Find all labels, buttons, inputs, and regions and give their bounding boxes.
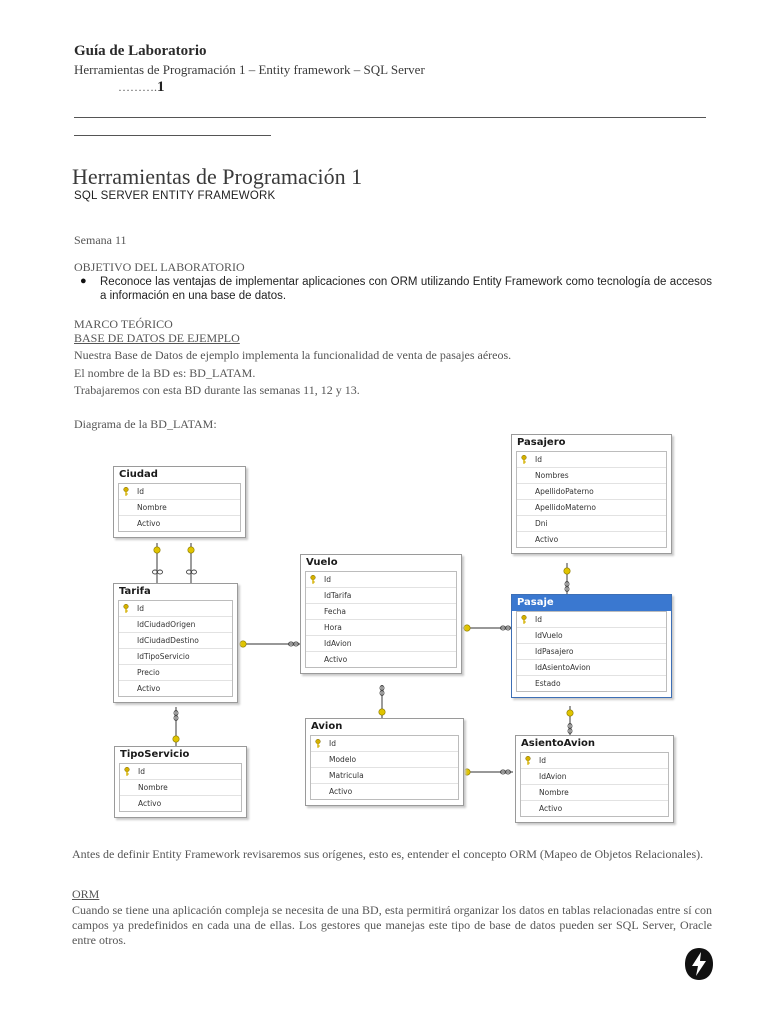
guide-subtitle: Herramientas de Programación 1 – Entity framework – SQL Server — [74, 62, 425, 77]
table-column-row[interactable] — [119, 500, 240, 516]
table-column-row[interactable] — [119, 649, 232, 665]
column-name: Id — [329, 739, 336, 748]
column-name: ApellidoMaterno — [535, 503, 597, 512]
orm-title: ORM — [72, 887, 100, 901]
table-column-row[interactable] — [311, 784, 458, 799]
table-avion[interactable] — [305, 718, 464, 806]
objective-bullet: Reconoce las ventajas de implementar aplicaciones con ORM utilizando Entity Framework como tecnología de accesos a información en una base de datos. — [100, 276, 712, 302]
column-name: Nombre — [138, 783, 168, 792]
table-column-row[interactable] — [119, 484, 240, 500]
key-endpoint-icon — [464, 769, 470, 775]
key-endpoint-icon — [464, 625, 470, 631]
table-pasaje[interactable] — [511, 594, 672, 698]
primary-key-icon — [310, 575, 316, 584]
primary-key-icon — [315, 739, 321, 748]
column-name: IdAvion — [324, 639, 352, 648]
base-paragraph-1: Nuestra Base de Datos de ejemplo implementa la funcionalidad de venta de pasajes aéreos. — [74, 348, 512, 362]
page-title: Herramientas de Programación 1 — [72, 164, 363, 189]
table-tarifa[interactable] — [113, 583, 238, 703]
primary-key-icon — [521, 455, 527, 464]
table-columns — [118, 483, 241, 532]
table-column-row[interactable] — [521, 785, 668, 801]
marco-title: MARCO TEÓRICO — [74, 317, 173, 331]
key-endpoint-icon — [564, 568, 570, 574]
table-columns — [119, 763, 242, 812]
orm-paragraph: Cuando se tiene una aplicación compleja se necesita de una BD, esta permitirá organizar los datos en tablas relacionadas entre sí con campos ya predefinidos en cada una de ellas. Los gestores que manejas este tipo de base de datos pueden ser SQL Server, Oracle entre otros. — [72, 903, 712, 947]
week-label: Semana 11 — [74, 233, 127, 247]
after-diagram-paragraph: Antes de definir Entity Framework revisaremos sus orígenes, esto es, entender el concepto ORM (Mapeo de Objetos Relacionales). — [72, 847, 704, 861]
column-name: Modelo — [329, 755, 357, 764]
column-name: Activo — [324, 655, 348, 664]
column-name: Id — [138, 767, 145, 776]
key-endpoint-icon — [379, 709, 385, 715]
table-column-row[interactable] — [517, 676, 666, 691]
table-columns — [520, 752, 669, 817]
table-ciudad[interactable] — [113, 466, 246, 538]
column-name: IdAvion — [539, 772, 567, 781]
column-name: Activo — [539, 804, 563, 813]
column-name: IdCiudadDestino — [137, 636, 199, 645]
table-title: Ciudad — [119, 469, 158, 480]
guide-dots: ………. — [118, 80, 157, 94]
table-column-row[interactable] — [517, 468, 666, 484]
column-name: Activo — [138, 799, 162, 808]
primary-key-icon — [124, 767, 130, 776]
key-endpoint-icon — [188, 547, 194, 553]
table-column-row[interactable] — [306, 604, 456, 620]
guide-title: Guía de Laboratorio — [74, 43, 207, 59]
table-columns — [516, 611, 667, 692]
table-column-row[interactable] — [306, 636, 456, 652]
scribd-logo-icon — [683, 947, 715, 981]
column-name: Estado — [535, 679, 561, 688]
column-name: Id — [137, 604, 144, 613]
table-column-row[interactable] — [306, 588, 456, 604]
primary-key-icon — [123, 487, 129, 496]
table-column-row[interactable] — [517, 532, 666, 547]
table-column-row[interactable] — [119, 617, 232, 633]
column-name: Nombre — [137, 503, 167, 512]
table-column-row[interactable] — [517, 612, 666, 628]
table-columns — [310, 735, 459, 800]
primary-key-icon — [123, 604, 129, 613]
base-title: BASE DE DATOS DE EJEMPLO — [74, 331, 240, 345]
table-title: AsientoAvion — [521, 738, 595, 749]
column-name: Id — [539, 756, 546, 765]
column-name: IdTipoServicio — [137, 652, 190, 661]
column-name: IdVuelo — [535, 631, 563, 640]
column-name: IdAsientoAvion — [535, 663, 591, 672]
table-title: Tarifa — [119, 586, 151, 597]
column-name: Matricula — [329, 771, 364, 780]
table-column-row[interactable] — [521, 753, 668, 769]
diagram-caption: Diagrama de la BD_LATAM: — [74, 417, 217, 431]
table-column-row[interactable] — [306, 652, 456, 667]
key-endpoint-icon — [154, 547, 160, 553]
table-column-row[interactable] — [120, 796, 241, 811]
table-columns — [305, 571, 457, 668]
table-column-row[interactable] — [120, 780, 241, 796]
base-paragraph-3: Trabajaremos con esta BD durante las semanas 11, 12 y 13. — [74, 383, 360, 397]
column-name: Activo — [137, 684, 161, 693]
table-title: Avion — [311, 721, 343, 732]
primary-key-icon — [521, 615, 527, 624]
table-tiposervicio[interactable] — [114, 746, 247, 818]
table-columns — [516, 451, 667, 548]
table-column-row[interactable] — [517, 500, 666, 516]
table-title: Vuelo — [306, 557, 338, 568]
key-endpoint-icon — [567, 710, 573, 716]
key-endpoint-icon — [240, 641, 246, 647]
table-column-row[interactable] — [517, 660, 666, 676]
column-name: Fecha — [324, 607, 346, 616]
column-name: Hora — [324, 623, 342, 632]
bullet-dot: ● — [80, 275, 87, 287]
table-column-row[interactable] — [311, 768, 458, 784]
key-endpoint-icon — [173, 736, 179, 742]
table-column-row[interactable] — [119, 665, 232, 681]
table-column-row[interactable] — [119, 516, 240, 531]
column-name: Precio — [137, 668, 160, 677]
table-column-row[interactable] — [119, 633, 232, 649]
table-column-row[interactable] — [521, 769, 668, 785]
table-title: Pasajero — [517, 437, 566, 448]
column-name: Id — [324, 575, 331, 584]
table-vuelo[interactable] — [300, 554, 462, 674]
column-name: Nombres — [535, 471, 569, 480]
table-column-row[interactable] — [120, 764, 241, 780]
column-name: IdTarifa — [324, 591, 352, 600]
table-asientoavion[interactable] — [515, 735, 674, 823]
column-name: Activo — [535, 535, 559, 544]
table-column-row[interactable] — [517, 628, 666, 644]
column-name: IdCiudadOrigen — [137, 620, 196, 629]
column-name: Nombre — [539, 788, 569, 797]
column-name: Id — [137, 487, 144, 496]
table-pasajero[interactable] — [511, 434, 672, 554]
table-column-row[interactable] — [517, 484, 666, 500]
table-column-row[interactable] — [119, 681, 232, 696]
column-name: Activo — [137, 519, 161, 528]
guide-number-value: 1 — [157, 79, 165, 95]
table-column-row[interactable] — [521, 801, 668, 816]
table-column-row[interactable] — [517, 644, 666, 660]
column-name: ApellidoPaterno — [535, 487, 594, 496]
column-name: Id — [535, 615, 542, 624]
column-name: Dni — [535, 519, 548, 528]
column-name: Id — [535, 455, 542, 464]
table-title: Pasaje — [512, 595, 671, 611]
column-name: IdPasajero — [535, 647, 574, 656]
primary-key-icon — [525, 756, 531, 765]
base-paragraph-2: El nombre de la BD es: BD_LATAM. — [74, 366, 256, 380]
table-column-row[interactable] — [517, 452, 666, 468]
table-column-row[interactable] — [311, 736, 458, 752]
table-column-row[interactable] — [311, 752, 458, 768]
objective-title: OBJETIVO DEL LABORATORIO — [74, 260, 245, 274]
table-column-row[interactable] — [517, 516, 666, 532]
page-subtitle: SQL SERVER ENTITY FRAMEWORK — [74, 190, 276, 202]
table-title: TipoServicio — [120, 749, 190, 760]
table-column-row[interactable] — [306, 620, 456, 636]
table-column-row[interactable] — [119, 601, 232, 617]
column-name: Activo — [329, 787, 353, 796]
table-columns — [118, 600, 233, 697]
table-column-row[interactable] — [306, 572, 456, 588]
